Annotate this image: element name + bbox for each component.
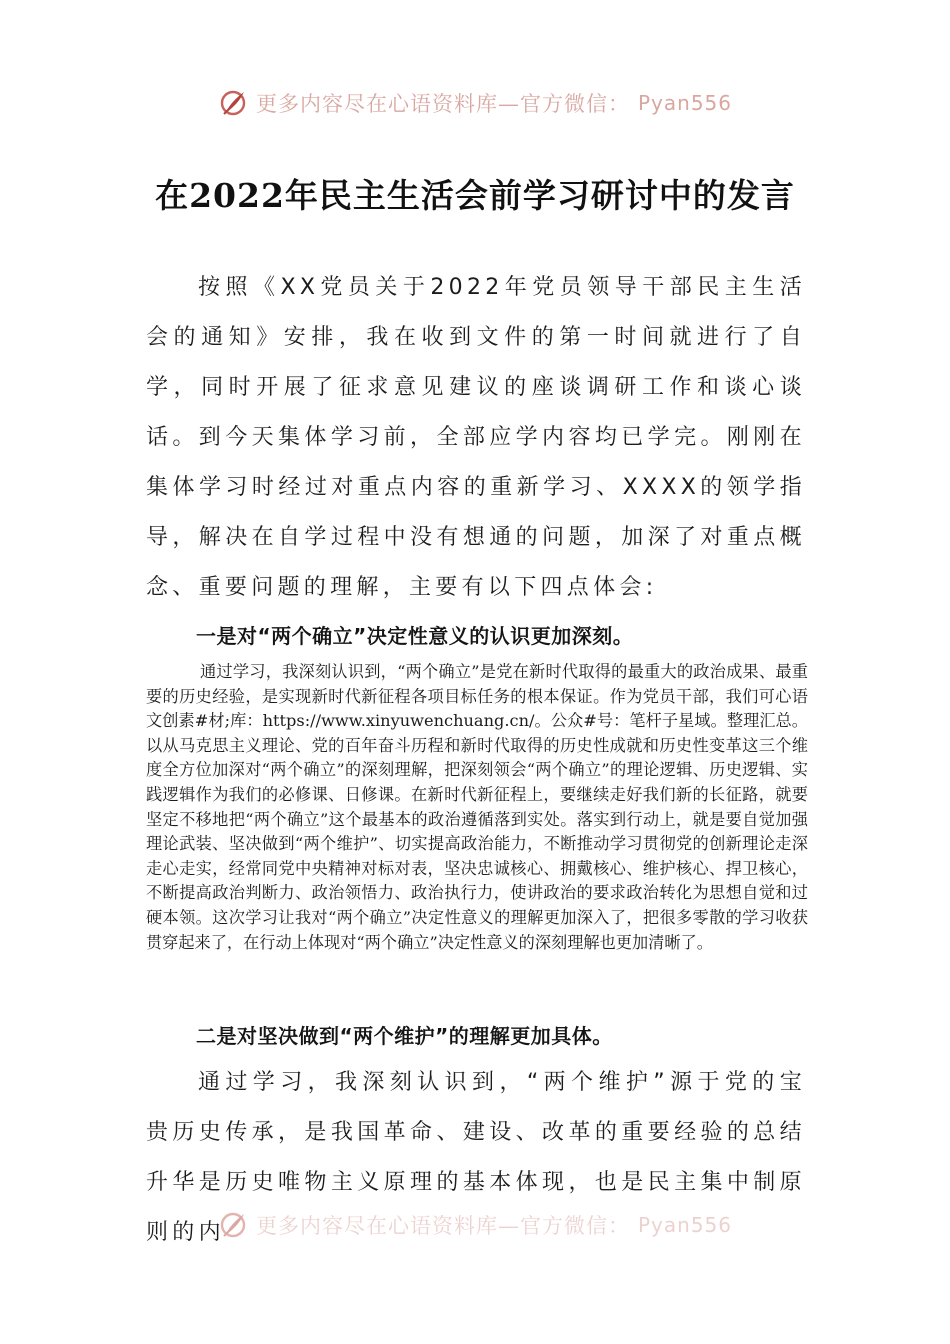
section2-body: 通过学习，我深刻认识到，“两个维护”源于党的宝贵历史传承，是我国革命、建设、改革的重要经验的总结升华是历史唯物主义原理的基本体现，也是民主集中制原则的内 (146, 1070, 806, 1245)
watermark-cn-text: 更多内容尽在心语资料库—官方微信： (255, 92, 630, 116)
page-title: 在2022年民主生活会前学习研讨中的发言 (155, 176, 795, 216)
section1-heading: 一是对“两个确立”决定性意义的认识更加深刻。 (196, 624, 634, 648)
quill-logo-icon (218, 88, 248, 118)
watermark-wechat-id: Pyan556 (637, 1213, 732, 1237)
watermark-wechat-id: Pyan556 (637, 91, 732, 115)
section2-heading: 二是对坚决做到“两个维护”的理解更加具体。 (196, 1024, 613, 1048)
watermark-footer (0, 1210, 950, 1240)
intro-paragraph: 按照《XX党员关于2022年党员领导干部民主生活会的通知》安排，我在收到文件的第一时间就进行了自学，同时开展了征求意见建议的座谈调研工作和谈心谈话。到今天集体学习前，全部应学内容均已学完。刚刚在集体学习时经过对重点内容的重新学习、XXXX的领学指导，解决在自学过程中没有想通的问题，加深了对重点概念、重要问题的理解，主要有以下四点体会: (146, 275, 806, 600)
section1-body: 通过学习，我深刻认识到，“两个确立”是党在新时代取得的最重大的政治成果、最重要的历史经验，是实现新时代新征程各项目标任务的根本保证。作为党员干部，我们可心语文创素#材;库：https://www.xinyuwenchuang.cn/。公众#号：笔杆子星域。整理汇总。以从马克思主义理论、党的百年奋斗历程和新时代取得的历史性成就和历史性变革这三个维度全方位加深对“两个确立”的深刻理解，把深刻领会“两个确立”的理论逻辑、历史逻辑、实践逻辑作为我们的必修课、日修课。在新时代新征程上，要继续走好我们新的长征路，就要坚定不移地把“两个确立”这个最基本的政治遵循落到实处。落实到行动上，就是要自觉加强理论武装、坚决做到“两个维护”、切实提高政治能力，不断推动学习贯彻党的创新理论走深走心走实，经常同党中央精神对标对表，坚决忠诚核心、拥戴核心、维护核心、捍卫核心，不断提高政治判断力、政治领悟力、政治执行力，使讲政治的要求政治转化为思想自觉和过硬本领。这次学习让我对“两个确立”决定性意义的理解更加深入了，把很多零散的学习收获贯穿起来了，在行动上体现对“两个确立”决定性意义的深刻理解也更加清晰了。 (146, 662, 808, 952)
watermark-header (0, 88, 950, 118)
quill-logo-icon (218, 1210, 248, 1240)
watermark-cn-text: 更多内容尽在心语资料库—官方微信： (255, 1214, 630, 1238)
